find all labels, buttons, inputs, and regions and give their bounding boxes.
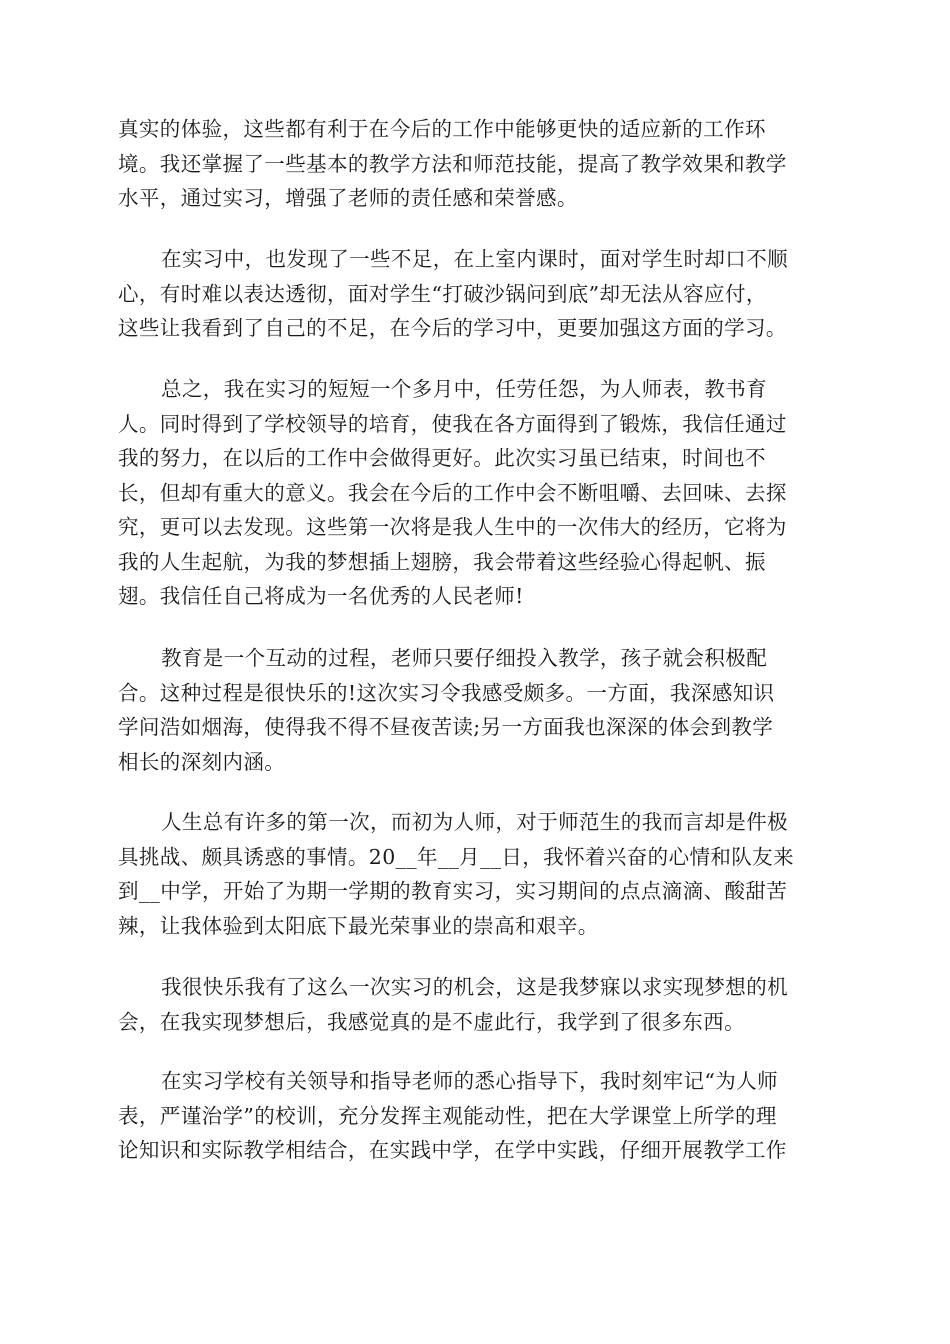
- text-line: 这些让我看到了自己的不足，在今后的学习中，更要加强这方面的学习。: [118, 316, 787, 340]
- text-line: 相长的深刻内涵。: [118, 749, 286, 774]
- text-line: 人。同时得到了学校领导的培育，使我在各方面得到了锻炼，我信任通过: [118, 411, 787, 436]
- text-line: 翅。我信任自己将成为一名优秀的人民老师!: [118, 584, 524, 608]
- text-line: 长，但却有重大的意义。我会在今后的工作中会不断咀嚼、去回味、去探: [118, 480, 787, 505]
- text-line: 人生总有许多的第一次，而初为人师，对于师范生的我而言却是件极: [161, 810, 788, 834]
- text-line: 论知识和实际教学相结合，在实践中学，在学中实践，仔细开展教学工作: [118, 1138, 787, 1162]
- paragraph-7: [118, 1064, 838, 1168]
- paragraph-2: [118, 242, 838, 346]
- paragraph-5: [118, 805, 838, 943]
- text-line: 教育是一个互动的过程，老师只要仔细投入教学，孩子就会积极配: [161, 646, 768, 670]
- paragraph-3: [118, 372, 838, 614]
- text-line: 合。这种过程是很快乐的!这次实习令我感受颇多。一方面，我深感知识: [118, 680, 775, 705]
- text-line: 水平，通过实习，增强了老师的责任感和荣誉感。: [118, 186, 578, 210]
- text-line: 在实习学校有关领导和指导老师的悉心指导下，我时刻牢记“为人师: [161, 1069, 778, 1093]
- paragraph-4: [118, 641, 838, 779]
- text-line: 辣，让我体验到太阳底下最光荣事业的崇高和艰辛。: [118, 913, 599, 938]
- paragraph-1: [118, 112, 838, 216]
- text-line: 境。我还掌握了一些基本的教学方法和师范技能，提高了教学效果和教学: [118, 151, 787, 176]
- text-line: 在实习中，也发现了一些不足，在上室内课时，面对学生时却口不顺: [161, 247, 788, 271]
- text-line: 总之，我在实习的短短一个多月中，任劳任怨，为人师表，教书育: [161, 377, 768, 401]
- text-line: 表，严谨治学”的校训，充分发挥主观能动性，把在大学课堂上所学的理: [118, 1103, 777, 1128]
- text-line: 我很快乐我有了这么一次实习的机会，这是我梦寐以求实现梦想的机: [161, 975, 788, 999]
- text-line: 到__中学，开始了为期一学期的教育实习，实习期间的点点滴滴、酸甜苦: [118, 879, 788, 903]
- text-line: 真实的体验，这些都有利于在今后的工作中能够更快的适应新的工作环: [118, 117, 766, 141]
- text-line: 心，有时难以表达透彻，面对学生“打破沙锅问到底”却无法从容应付，: [118, 281, 767, 306]
- text-line: 具挑战、颇具诱惑的事情。20__年__月__日，我怀着兴奋的心情和队友来: [118, 844, 794, 869]
- text-line: 我的人生起航，为我的梦想插上翅膀，我会带着这些经验心得起帆、振: [118, 549, 766, 574]
- paragraph-6: [118, 970, 838, 1039]
- text-line: 会，在我实现梦想后，我感觉真的是不虚此行，我学到了很多东西。: [118, 1009, 745, 1034]
- text-line: 学问浩如烟海，使得我不得不昼夜苦读;另一方面我也深深的体会到教学: [118, 715, 774, 739]
- text-line: 究，更可以去发现。这些第一次将是我人生中的一次伟大的经历，它将为: [118, 515, 787, 539]
- text-line: 我的努力，在以后的工作中会做得更好。此次实习虽已结束，时间也不: [118, 446, 766, 470]
